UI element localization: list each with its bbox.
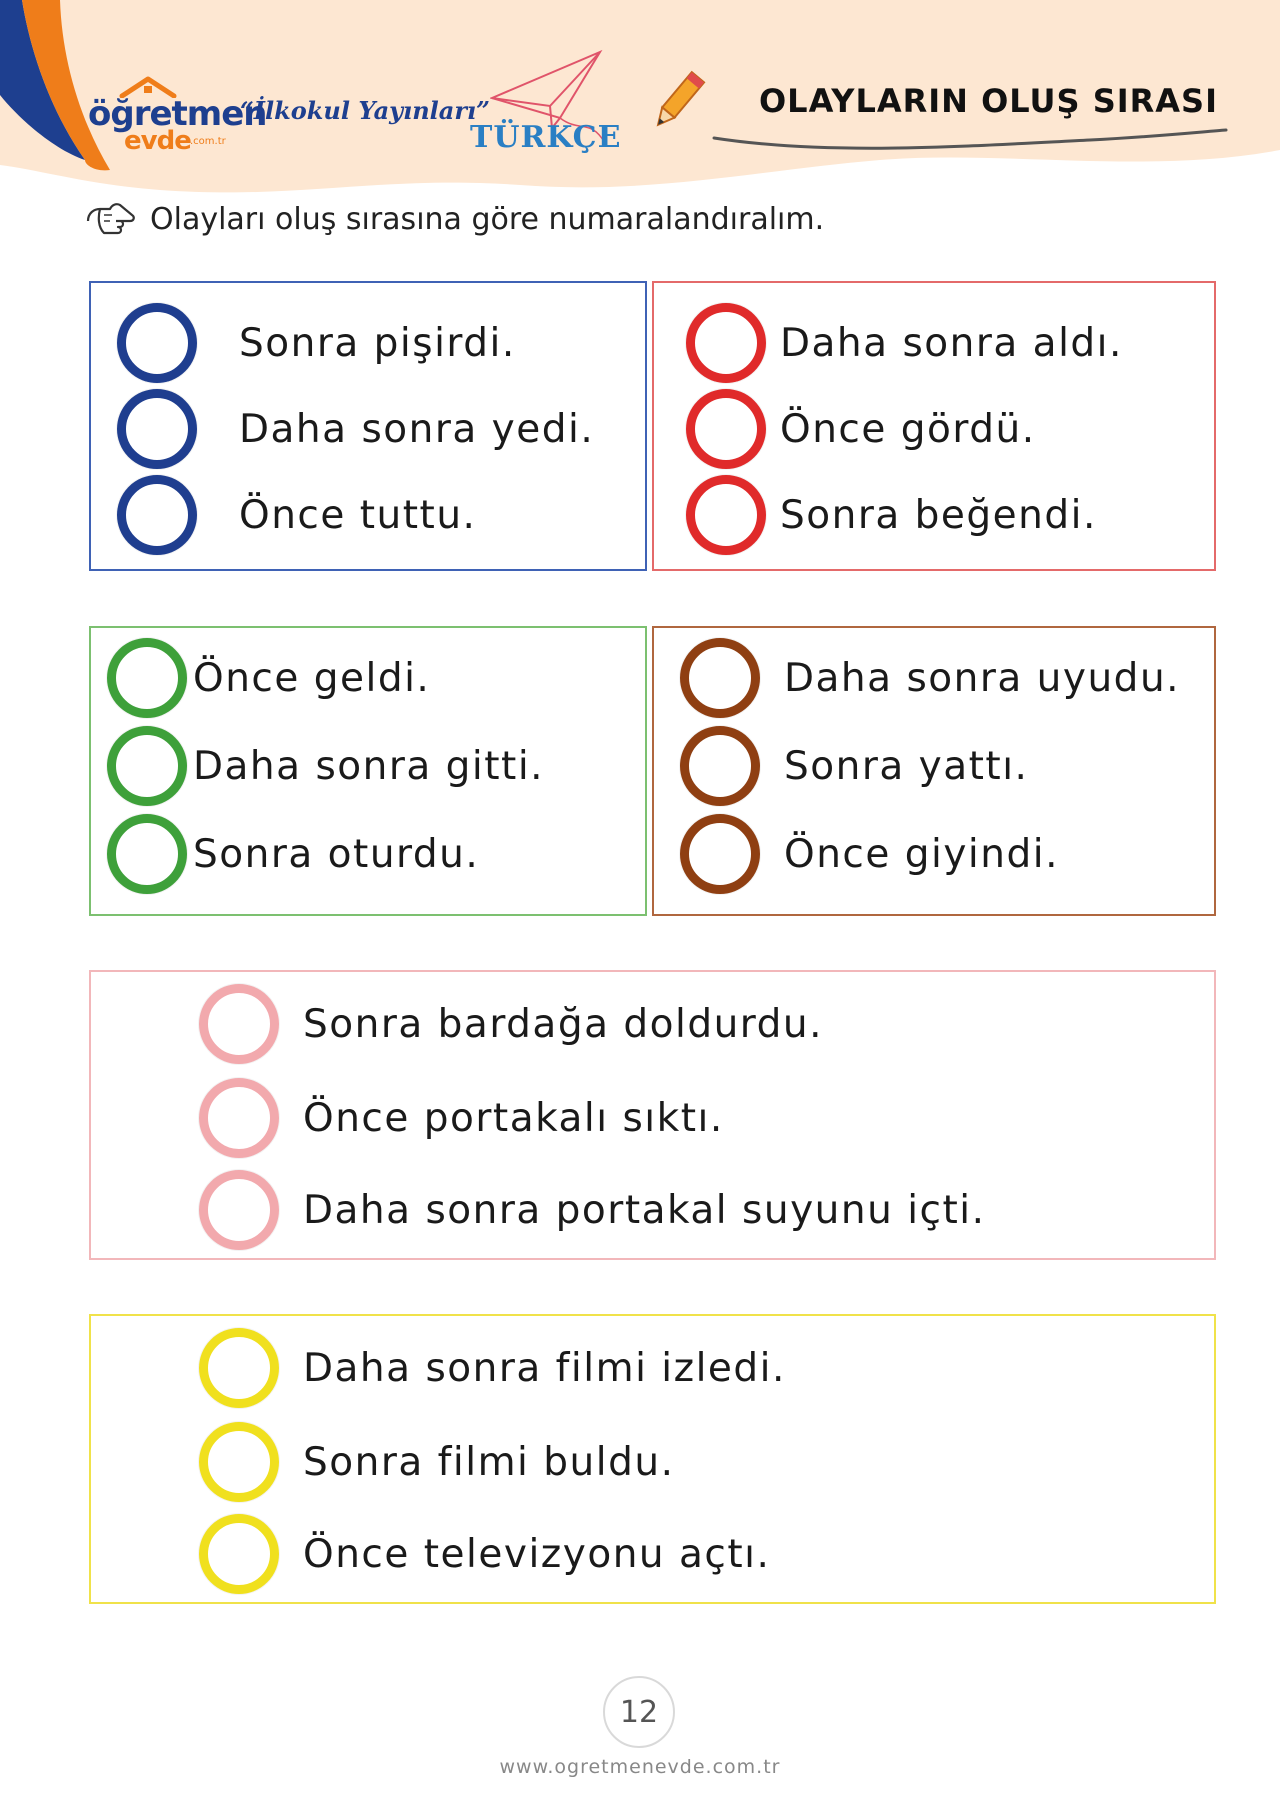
list-item <box>686 389 1036 469</box>
list-item <box>107 814 479 894</box>
answer-circle[interactable] <box>686 475 766 555</box>
answer-circle[interactable] <box>199 1514 279 1594</box>
list-item <box>680 726 1028 806</box>
sentence: Sonra beğendi. <box>780 492 1097 538</box>
sentence: Sonra filmi buldu. <box>303 1439 675 1485</box>
answer-circle[interactable] <box>117 303 197 383</box>
list-item <box>199 1170 986 1250</box>
page-number: 12 <box>603 1676 675 1748</box>
list-item <box>107 726 544 806</box>
logo-word-top: öğretmen <box>88 94 267 134</box>
list-item <box>117 389 594 469</box>
publisher-name: “İlkokul Yayınları” <box>240 96 490 125</box>
answer-circle[interactable] <box>117 475 197 555</box>
answer-circle[interactable] <box>199 1170 279 1250</box>
sentence: Daha sonra filmi izledi. <box>303 1345 786 1391</box>
box-blue <box>89 281 647 571</box>
list-item <box>107 638 430 718</box>
sentence: Daha sonra portakal suyunu içti. <box>303 1187 986 1233</box>
pointing-hand-icon <box>86 199 136 239</box>
sentence: Önce giyindi. <box>784 831 1059 877</box>
answer-circle[interactable] <box>199 984 279 1064</box>
list-item <box>680 814 1059 894</box>
list-item <box>199 984 823 1064</box>
logo <box>88 82 267 156</box>
website-url: www.ogretmenevde.com.tr <box>499 1756 781 1778</box>
answer-circle[interactable] <box>680 814 760 894</box>
sentence: Sonra bardağa doldurdu. <box>303 1001 824 1047</box>
box-red <box>652 281 1216 571</box>
answer-circle[interactable] <box>107 726 187 806</box>
answer-circle[interactable] <box>117 389 197 469</box>
sentence: Önce geldi. <box>193 655 431 701</box>
instruction <box>86 196 824 242</box>
box-brown <box>652 626 1216 916</box>
pencil-icon <box>648 66 708 136</box>
answer-circle[interactable] <box>107 638 187 718</box>
answer-circle[interactable] <box>199 1078 279 1158</box>
box-pink <box>89 970 1216 1260</box>
sentence: Daha sonra yedi. <box>239 406 595 452</box>
instruction-text: Olayları oluş sırasına göre numaralandıralım. <box>150 201 825 237</box>
sentence: Sonra yattı. <box>784 743 1029 789</box>
title-underline <box>710 120 1230 160</box>
sentence: Daha sonra aldı. <box>780 320 1123 366</box>
list-item <box>117 303 516 383</box>
list-item <box>199 1422 674 1502</box>
answer-circle[interactable] <box>199 1422 279 1502</box>
sentence: Önce tuttu. <box>239 492 477 538</box>
list-item <box>199 1514 770 1594</box>
answer-circle[interactable] <box>686 303 766 383</box>
logo-domain: .com.tr <box>190 136 226 147</box>
list-item <box>686 303 1123 383</box>
sentence: Daha sonra gitti. <box>193 743 545 789</box>
answer-circle[interactable] <box>680 726 760 806</box>
sentence: Daha sonra uyudu. <box>784 655 1181 701</box>
answer-circle[interactable] <box>107 814 187 894</box>
subject-label: TÜRKÇE <box>470 120 622 155</box>
sentence: Önce gördü. <box>780 406 1036 452</box>
sentence: Önce portakalı sıktı. <box>303 1095 724 1141</box>
page-title: OLAYLARIN OLUŞ SIRASI <box>758 82 1218 120</box>
sentence: Sonra oturdu. <box>193 831 480 877</box>
logo-word-bottom: evde <box>124 126 191 156</box>
answer-circle[interactable] <box>199 1328 279 1408</box>
box-green <box>89 626 647 916</box>
list-item <box>199 1078 724 1158</box>
answer-circle[interactable] <box>686 389 766 469</box>
list-item <box>199 1328 786 1408</box>
sentence: Sonra pişirdi. <box>239 320 516 366</box>
list-item <box>117 475 476 555</box>
sentence: Önce televizyonu açtı. <box>303 1531 771 1577</box>
list-item <box>686 475 1097 555</box>
list-item <box>680 638 1180 718</box>
answer-circle[interactable] <box>680 638 760 718</box>
box-yellow <box>89 1314 1216 1604</box>
